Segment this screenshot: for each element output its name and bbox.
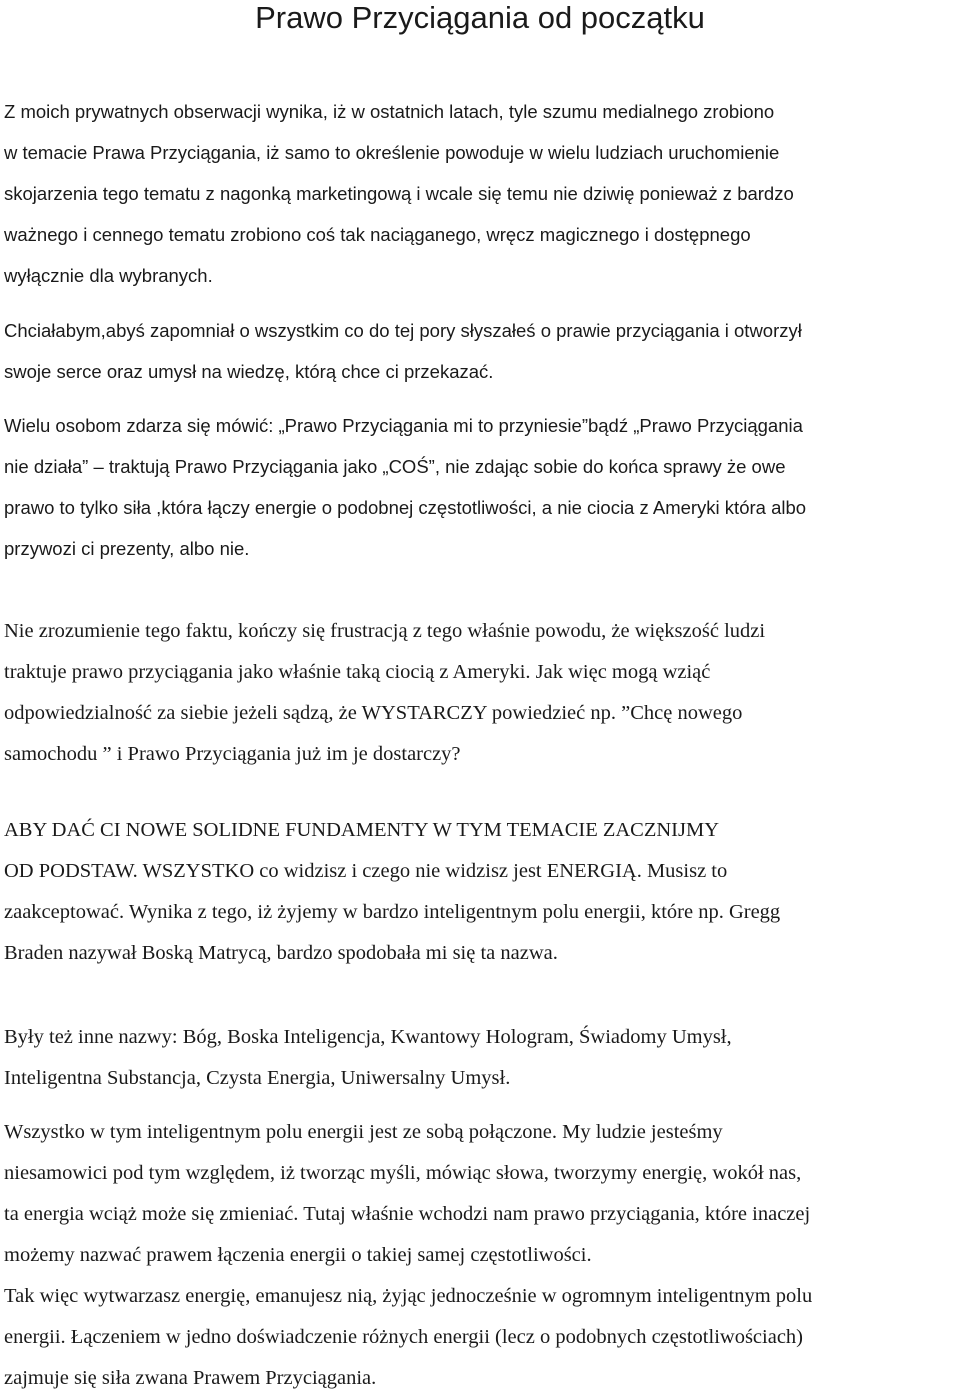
text-line: w temacie Prawa Przyciągania, iż samo to określenie powoduje w wielu ludziach uruchomienie <box>4 142 780 163</box>
text-line: swoje serce oraz umysł na wiedzę, którą chce ci przekazać. <box>4 361 494 382</box>
text-line: prawo to tylko siła ,która łączy energie o podobnej częstotliwości, a nie ciocia z Ameryki która albo <box>4 497 807 518</box>
text-line: skojarzenia tego tematu z nagonką marketingową i wcale się temu nie dziwię ponieważ z bardzo <box>4 183 794 204</box>
text-line: niesamowici pod tym względem, iż tworząc myśli, mówiąc słowa, tworzymy energię, wokół nas, <box>4 1162 802 1184</box>
text-line: Braden nazywał Boską Matrycą, bardzo spodobała mi się ta nazwa. <box>4 942 558 964</box>
text-line: odpowiedzialność za siebie jeżeli sądzą, że WYSTARCZY powiedzieć np. ”Chcę nowego <box>4 702 743 724</box>
text-line: Tak więc wytwarzasz energię, emanujesz nią, żyjąc jednocześnie w ogromnym inteligentnym polu <box>4 1285 813 1307</box>
text-line: traktuje prawo przyciągania jako właśnie taką ciocią z Ameryki. Jak więc mogą wziąć <box>4 661 711 683</box>
text-line: samochodu ” i Prawo Przyciągania już im je dostarczy? <box>4 743 461 765</box>
text-line: ta energia wciąż może się zmieniać. Tutaj właśnie wchodzi nam prawo przyciągania, które inaczej <box>4 1203 811 1225</box>
paragraph-request <box>4 310 956 392</box>
text-line: energii. Łączeniem w jedno doświadczenie różnych energii (lecz o podobnych częstotliwościach) <box>4 1326 803 1348</box>
text-line: przywozi ci prezenty, albo nie. <box>4 538 250 559</box>
text-line: ważnego i cennego tematu zrobiono coś tak naciąganego, wręcz magicznego i dostępnego <box>4 224 751 245</box>
text-line: możemy nazwać prawem łączenia energii o takiej samej częstotliwości. <box>4 1244 592 1266</box>
text-line: Inteligentna Substancja, Czysta Energia, Uniwersalny Umysł. <box>4 1067 511 1089</box>
paragraph-misconception <box>4 405 956 569</box>
paragraph-other-names <box>4 1017 956 1099</box>
paragraph-frustration <box>4 611 956 775</box>
text-line: zajmuje się siła zwana Prawem Przyciągania. <box>4 1367 377 1389</box>
paragraph-intro <box>4 91 956 296</box>
text-line: Wielu osobom zdarza się mówić: „Prawo Przyciągania mi to przyniesie”bądź „Prawo Przyciągania <box>4 415 803 436</box>
text-line: Nie zrozumienie tego faktu, kończy się frustracją z tego właśnie powodu, że większość ludzi <box>4 620 766 642</box>
paragraph-connected-field <box>4 1112 956 1399</box>
text-line: OD PODSTAW. WSZYSTKO co widzisz i czego nie widzisz jest ENERGIĄ. Musisz to <box>4 860 728 882</box>
text-line: Chciałabym,abyś zapomniał o wszystkim co do tej pory słyszałeś o prawie przyciągania i otworzył <box>4 320 802 341</box>
text-line: zaakceptować. Wynika z tego, iż żyjemy w bardzo inteligentnym polu energii, które np. Gregg <box>4 901 781 923</box>
text-line: Z moich prywatnych obserwacji wynika, iż w ostatnich latach, tyle szumu medialnego zrobiono <box>4 101 775 122</box>
text-line: ABY DAĆ CI NOWE SOLIDNE FUNDAMENTY W TYM TEMACIE ZACZNIJMY <box>4 819 720 841</box>
text-line: Wszystko w tym inteligentnym polu energii jest ze sobą połączone. My ludzie jesteśmy <box>4 1121 723 1143</box>
text-line: nie działa” – traktują Prawo Przyciągania jako „COŚ”, nie zdając sobie do końca sprawy że owe <box>4 456 786 477</box>
paragraph-foundations <box>4 810 956 974</box>
text-line: Były też inne nazwy: Bóg, Boska Inteligencja, Kwantowy Hologram, Świadomy Umysł, <box>4 1026 732 1048</box>
text-line: wyłącznie dla wybranych. <box>4 265 213 286</box>
document-title: Prawo Przyciągania od początku <box>255 0 705 35</box>
